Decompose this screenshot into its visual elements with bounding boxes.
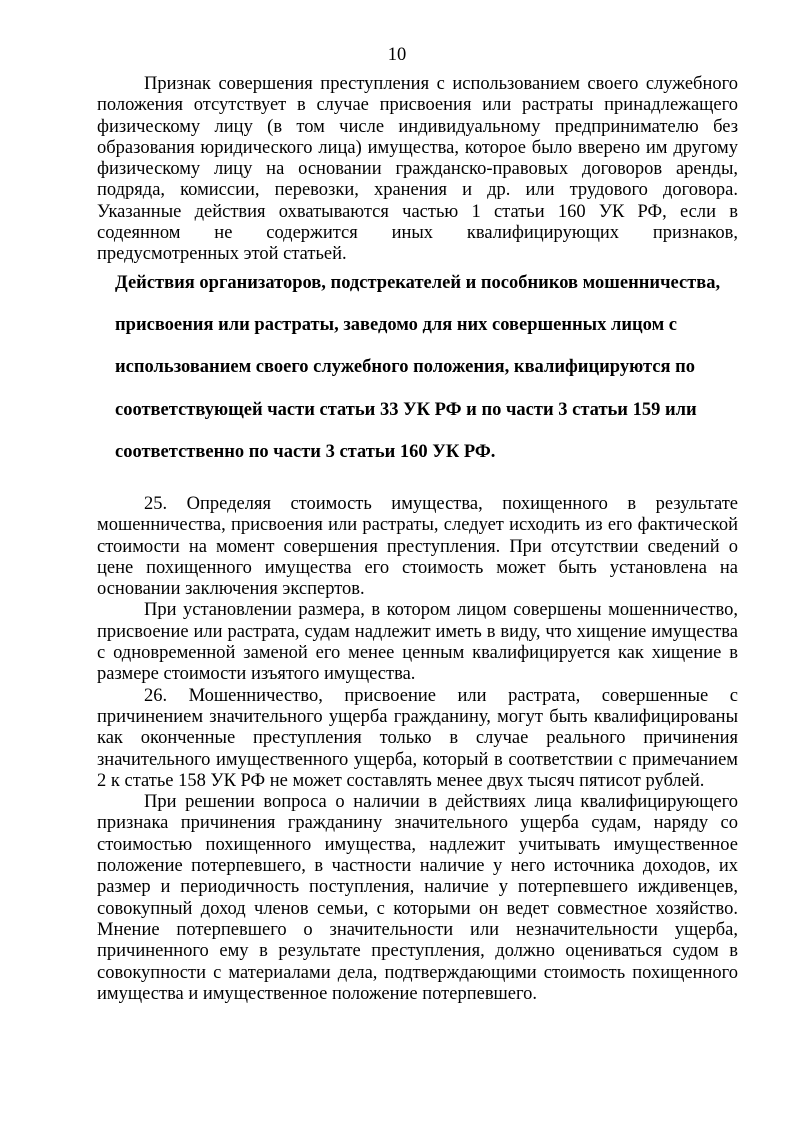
paragraph-26: 26. Мошенничество, присвоение или растрата, совершенные с причинением значительного ущерба гражданину, могут быть квалифицированы как оконченные преступления только в случае реального причинения значительного имущественного ущерба, который в соответствии с примечанием 2 к статье 158 УК РФ не может составлять менее двух тысяч пятисот рублей.	[97, 685, 738, 791]
intro-paragraph: Признак совершения преступления с использованием своего служебного положения отсутствует в случае присвоения или растраты принадлежащего физическому лицу (в том числе индивидуальному предпринимателю без образования юридического лица) имущества, которое было вверено им другому физическому лицу на основании гражданско-правовых договоров аренды, подряда, комиссии, перевозки, хранения и др. или трудового договора. Указанные действия охватываются частью 1 статьи 160 УК РФ, если в содеянном не содержится иных квалифицирующих признаков, предусмотренных этой статьей.	[97, 74, 738, 265]
bold-rule-block	[115, 273, 755, 463]
body-section	[97, 494, 738, 1005]
paragraph-damage: При решении вопроса о наличии в действиях лица квалифицирующего признака причинения гражданину значительного ущерба судам, наряду со стоимостью похищенного имущества, надлежит учитывать имущественное положение потерпевшего, в частности наличие у него источника доходов, их размер и периодичность поступления, наличие у потерпевшего иждивенцев, совокупный доход членов семьи, с которыми он ведет совместное хозяйство. Мнение потерпевшего о значительности или незначительности ущерба, причиненного ему в результате преступления, должно оцениваться судом в совокупности с материалами дела, подтверждающими стоимость похищенного имущества и имущественное положение потерпевшего.	[97, 792, 738, 1004]
paragraph-25: 25. Определяя стоимость имущества, похищенного в результате мошенничества, присвоения или растраты, следует исходить из его фактической стоимости на момент совершения преступления. При отсутствии сведений о цене похищенного имущества его стоимость может быть установлена на основании заключения экспертов.	[97, 494, 738, 600]
paragraph-size: При установлении размера, в котором лицом совершены мошенничество, присвоение или растрата, судам надлежит иметь в виду, что хищение имущества с одновременной заменой его менее ценным квалифицируется как хищение в размере стоимости изъятого имущества.	[97, 600, 738, 685]
bold-line: присвоения или растраты, заведомо для них совершенных лицом с	[115, 315, 678, 336]
bold-line: соответствующей части статьи 33 УК РФ и по части 3 статьи 159 или	[115, 399, 697, 420]
bold-line: Действия организаторов, подстрекателей и пособников мошенничества,	[115, 273, 721, 293]
bold-line: соответственно по части 3 статьи 160 УК РФ.	[115, 441, 496, 462]
page-number: 10	[387, 45, 407, 65]
intro-section	[97, 74, 738, 266]
bold-line: использованием своего служебного положения, квалифицируются по	[115, 357, 696, 378]
